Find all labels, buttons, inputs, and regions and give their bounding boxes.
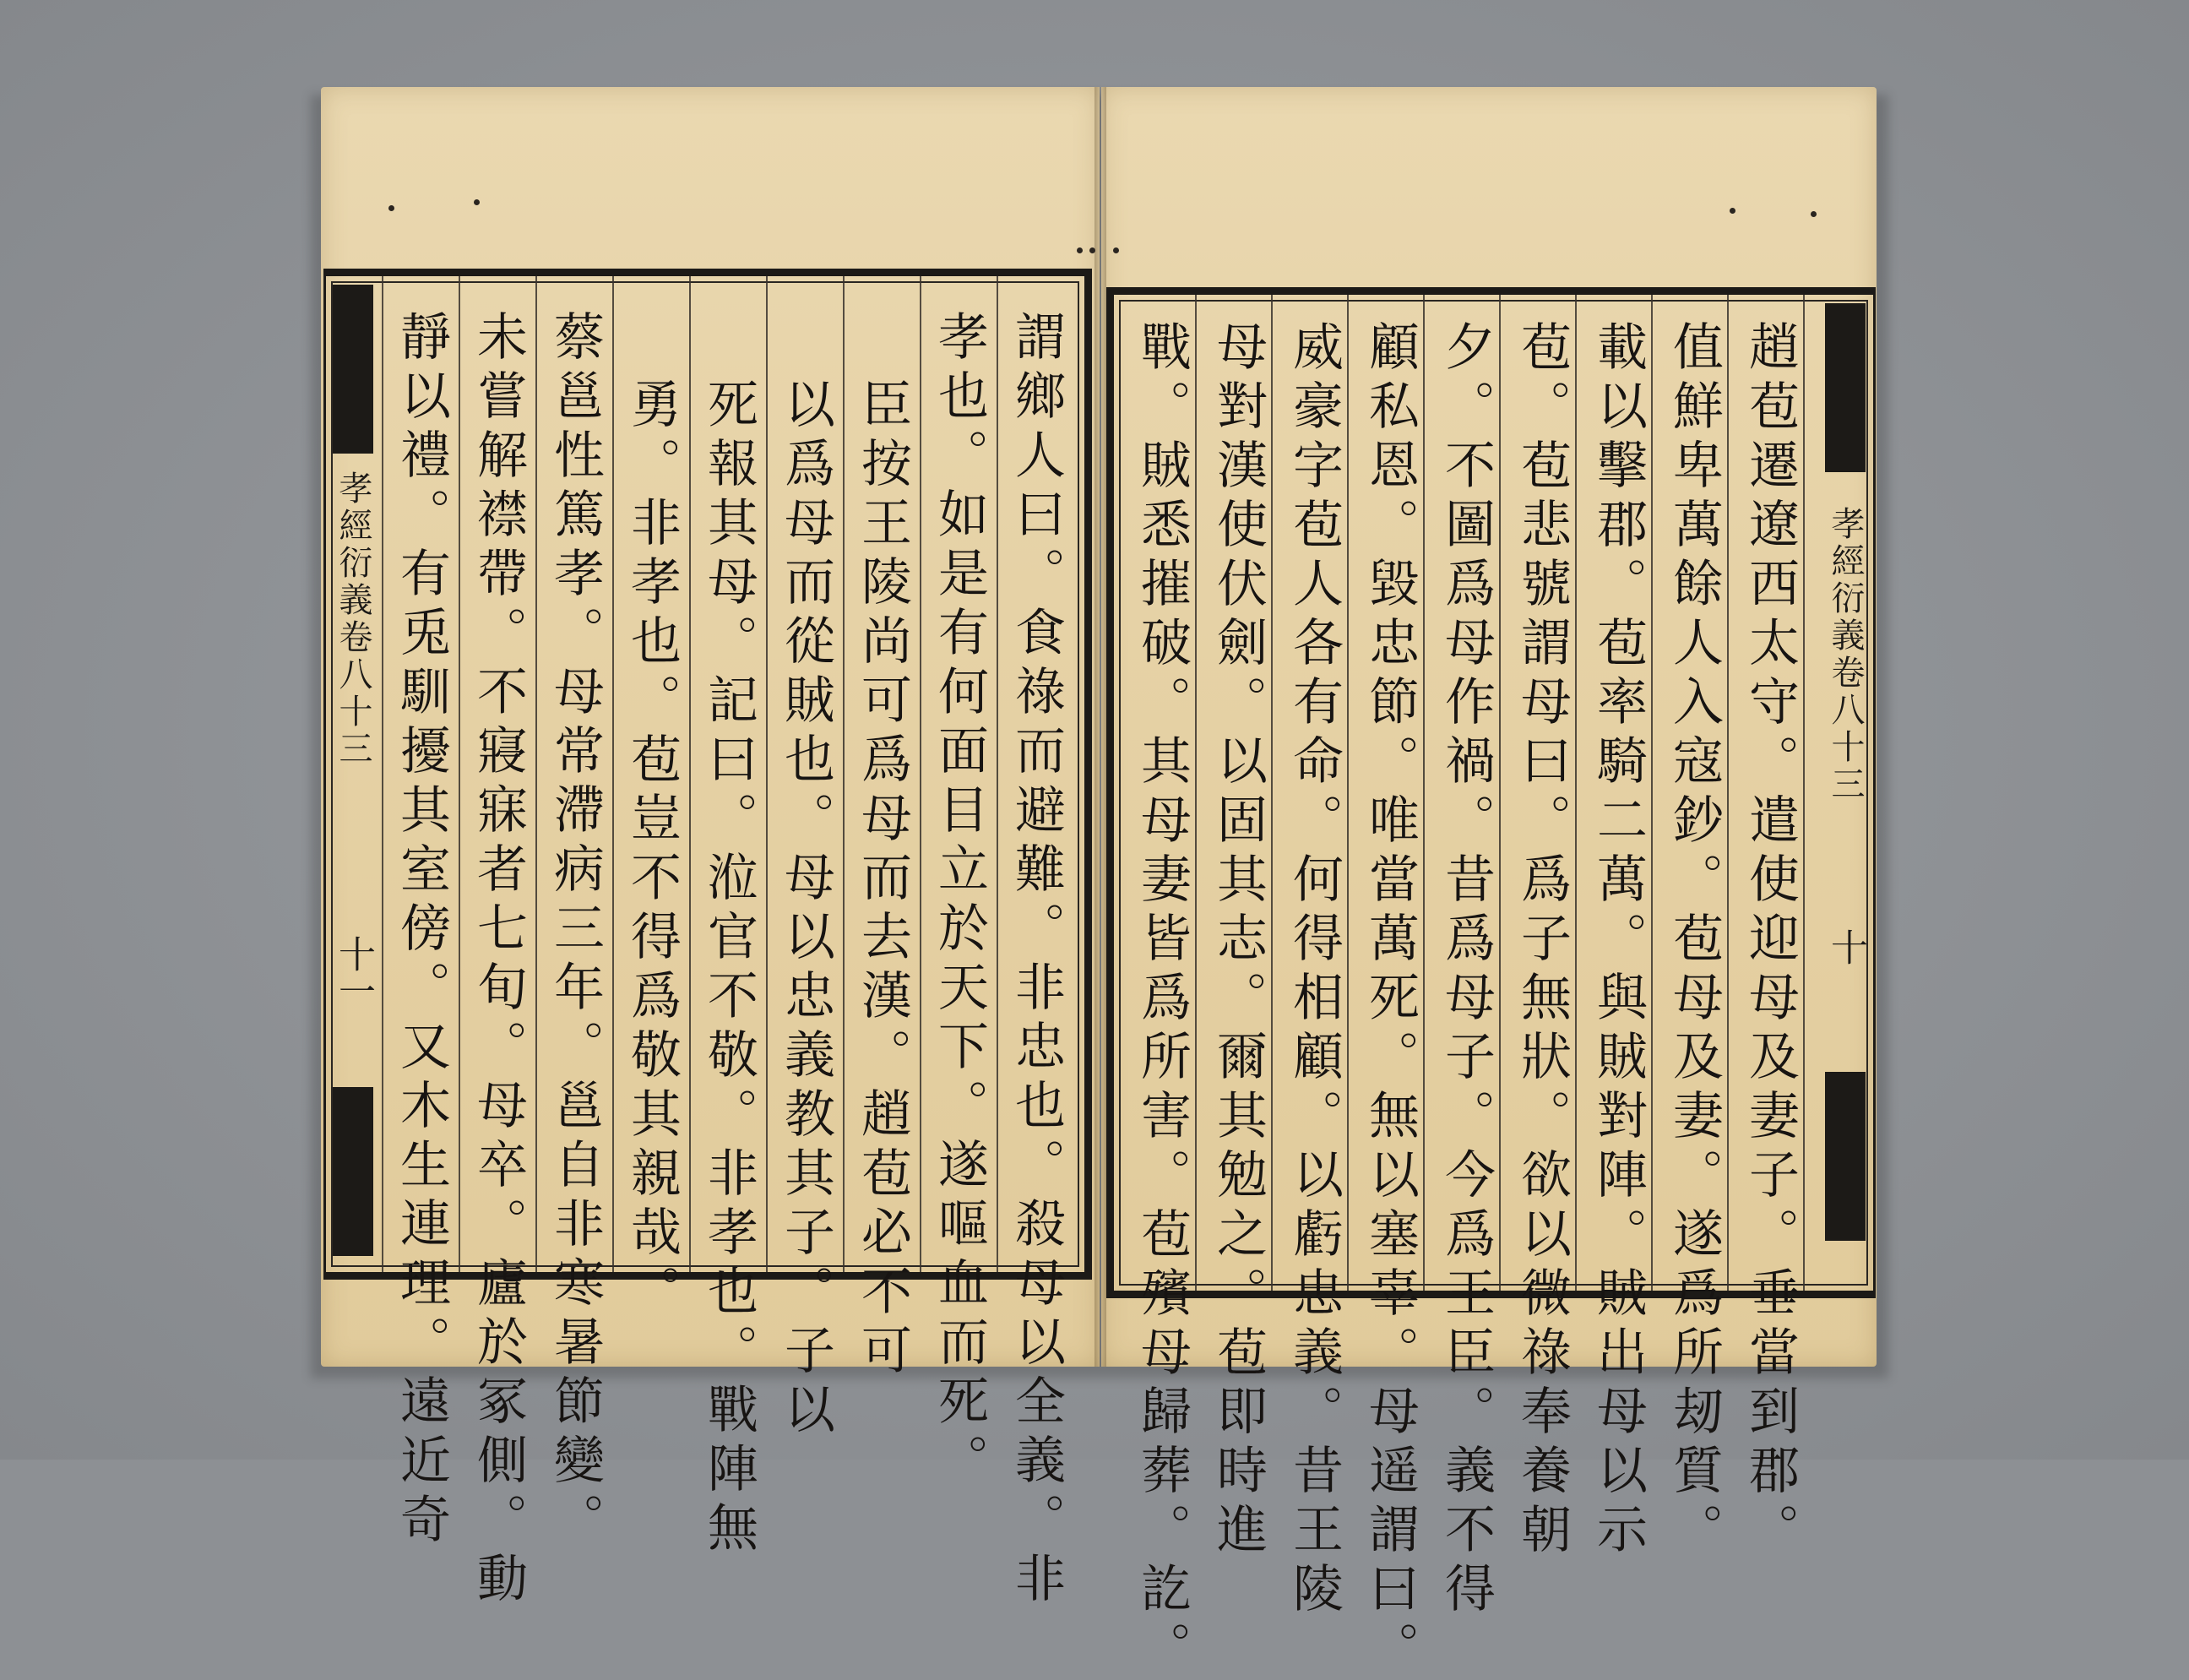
column-rule [1347, 295, 1349, 1291]
column-rule [612, 276, 614, 1272]
center-title: 孝經衍義卷八十三 [334, 470, 372, 768]
left-text-frame [323, 269, 1092, 1611]
text-column: 夕。不圖爲母作禍。昔爲母子。今爲王臣。義不得 [1437, 320, 1496, 1621]
column-rule [843, 276, 845, 1272]
binding-dot [474, 199, 480, 205]
text-column: 以爲母而從賊也。母以忠義教其子。子以 [776, 378, 835, 1442]
text-column: 蔡邕性篤孝。母常滯病三年。邕自非寒暑節變。 [546, 310, 605, 1552]
book-gutter [1094, 87, 1106, 1367]
text-column: 未嘗解襟帶。不寢寐者七旬。母卒。廬於冢側。動 [469, 310, 528, 1611]
text-column: 靜以禮。有兎馴擾其室傍。又木生連理。遠近奇 [392, 310, 451, 1552]
column-rule [1575, 295, 1577, 1291]
column-rule [382, 276, 383, 1272]
column-rule [689, 276, 691, 1272]
page-number: 十 [1824, 928, 1867, 965]
text-column: 死報其母。記曰。涖官不敬。非孝也。戰陣無 [699, 378, 758, 1560]
text-column: 趙苞遷遼西太守。遣使迎母及妻子。垂當到郡。 [1741, 320, 1800, 1562]
column-rule [1423, 295, 1425, 1291]
text-column: 臣按王陵尚可爲母而去漢。趙苞必不可 [853, 378, 912, 1383]
text-column: 苞。苞悲號謂母曰。爲子無狀。欲以微祿奉養朝 [1513, 320, 1572, 1562]
binding-dot [1730, 208, 1735, 214]
text-column: 孝也。如是有何面目立於天下。遂嘔血而死。 [930, 310, 989, 1492]
center-strip [328, 276, 378, 1272]
text-column: 值鮮卑萬餘人入寇鈔。苞母及妻。遂爲所刼質。 [1665, 320, 1724, 1562]
center-strip [1820, 295, 1871, 1291]
fish-tail-upper [1825, 303, 1866, 472]
center-title: 孝經衍義卷八十三 [1826, 506, 1865, 803]
column-rule [1803, 295, 1805, 1291]
column-rule [1271, 295, 1273, 1291]
fish-tail-upper [333, 285, 373, 454]
column-rule [1195, 295, 1197, 1291]
text-column: 勇。非孝也。苞豈不得爲敬其親哉。 [622, 378, 682, 1324]
text-column: 母對漢使伏劍。以固其志。爾其勉之。苞即時進 [1209, 320, 1268, 1562]
column-rule [1651, 295, 1653, 1291]
text-column: 謂鄉人曰。食祿而避難。非忠也。殺母以全義。非 [1007, 310, 1066, 1611]
fish-tail-lower [1825, 1072, 1866, 1241]
binding-dot [1089, 247, 1095, 253]
text-column: 戰。賊悉摧破。其母妻皆爲所害。苞殯母歸葬。訖。 [1133, 320, 1192, 1680]
text-column: 威豪字苞人各有命。何得相顧。以虧忠義。昔王陵 [1285, 320, 1344, 1621]
binding-dot [388, 205, 394, 211]
text-column: 載以擊郡。苞率騎二萬。與賊對陣。賊出母以示 [1589, 320, 1648, 1562]
column-rule [997, 276, 998, 1272]
binding-dot [1077, 247, 1083, 253]
column-rule [920, 276, 921, 1272]
binding-dot [1811, 211, 1817, 217]
right-text-frame [1106, 287, 1876, 1680]
binding-dot [1113, 247, 1119, 253]
column-rule [766, 276, 768, 1272]
column-rule [535, 276, 537, 1272]
column-rule [1499, 295, 1501, 1291]
column-rule [1727, 295, 1729, 1291]
text-column: 顧私恩。毀忠節。唯當萬死。無以塞辜。母遥謂曰。 [1361, 320, 1420, 1680]
fish-tail-lower [333, 1087, 373, 1256]
column-rule [459, 276, 460, 1272]
page-number: 十一 [332, 935, 375, 1009]
